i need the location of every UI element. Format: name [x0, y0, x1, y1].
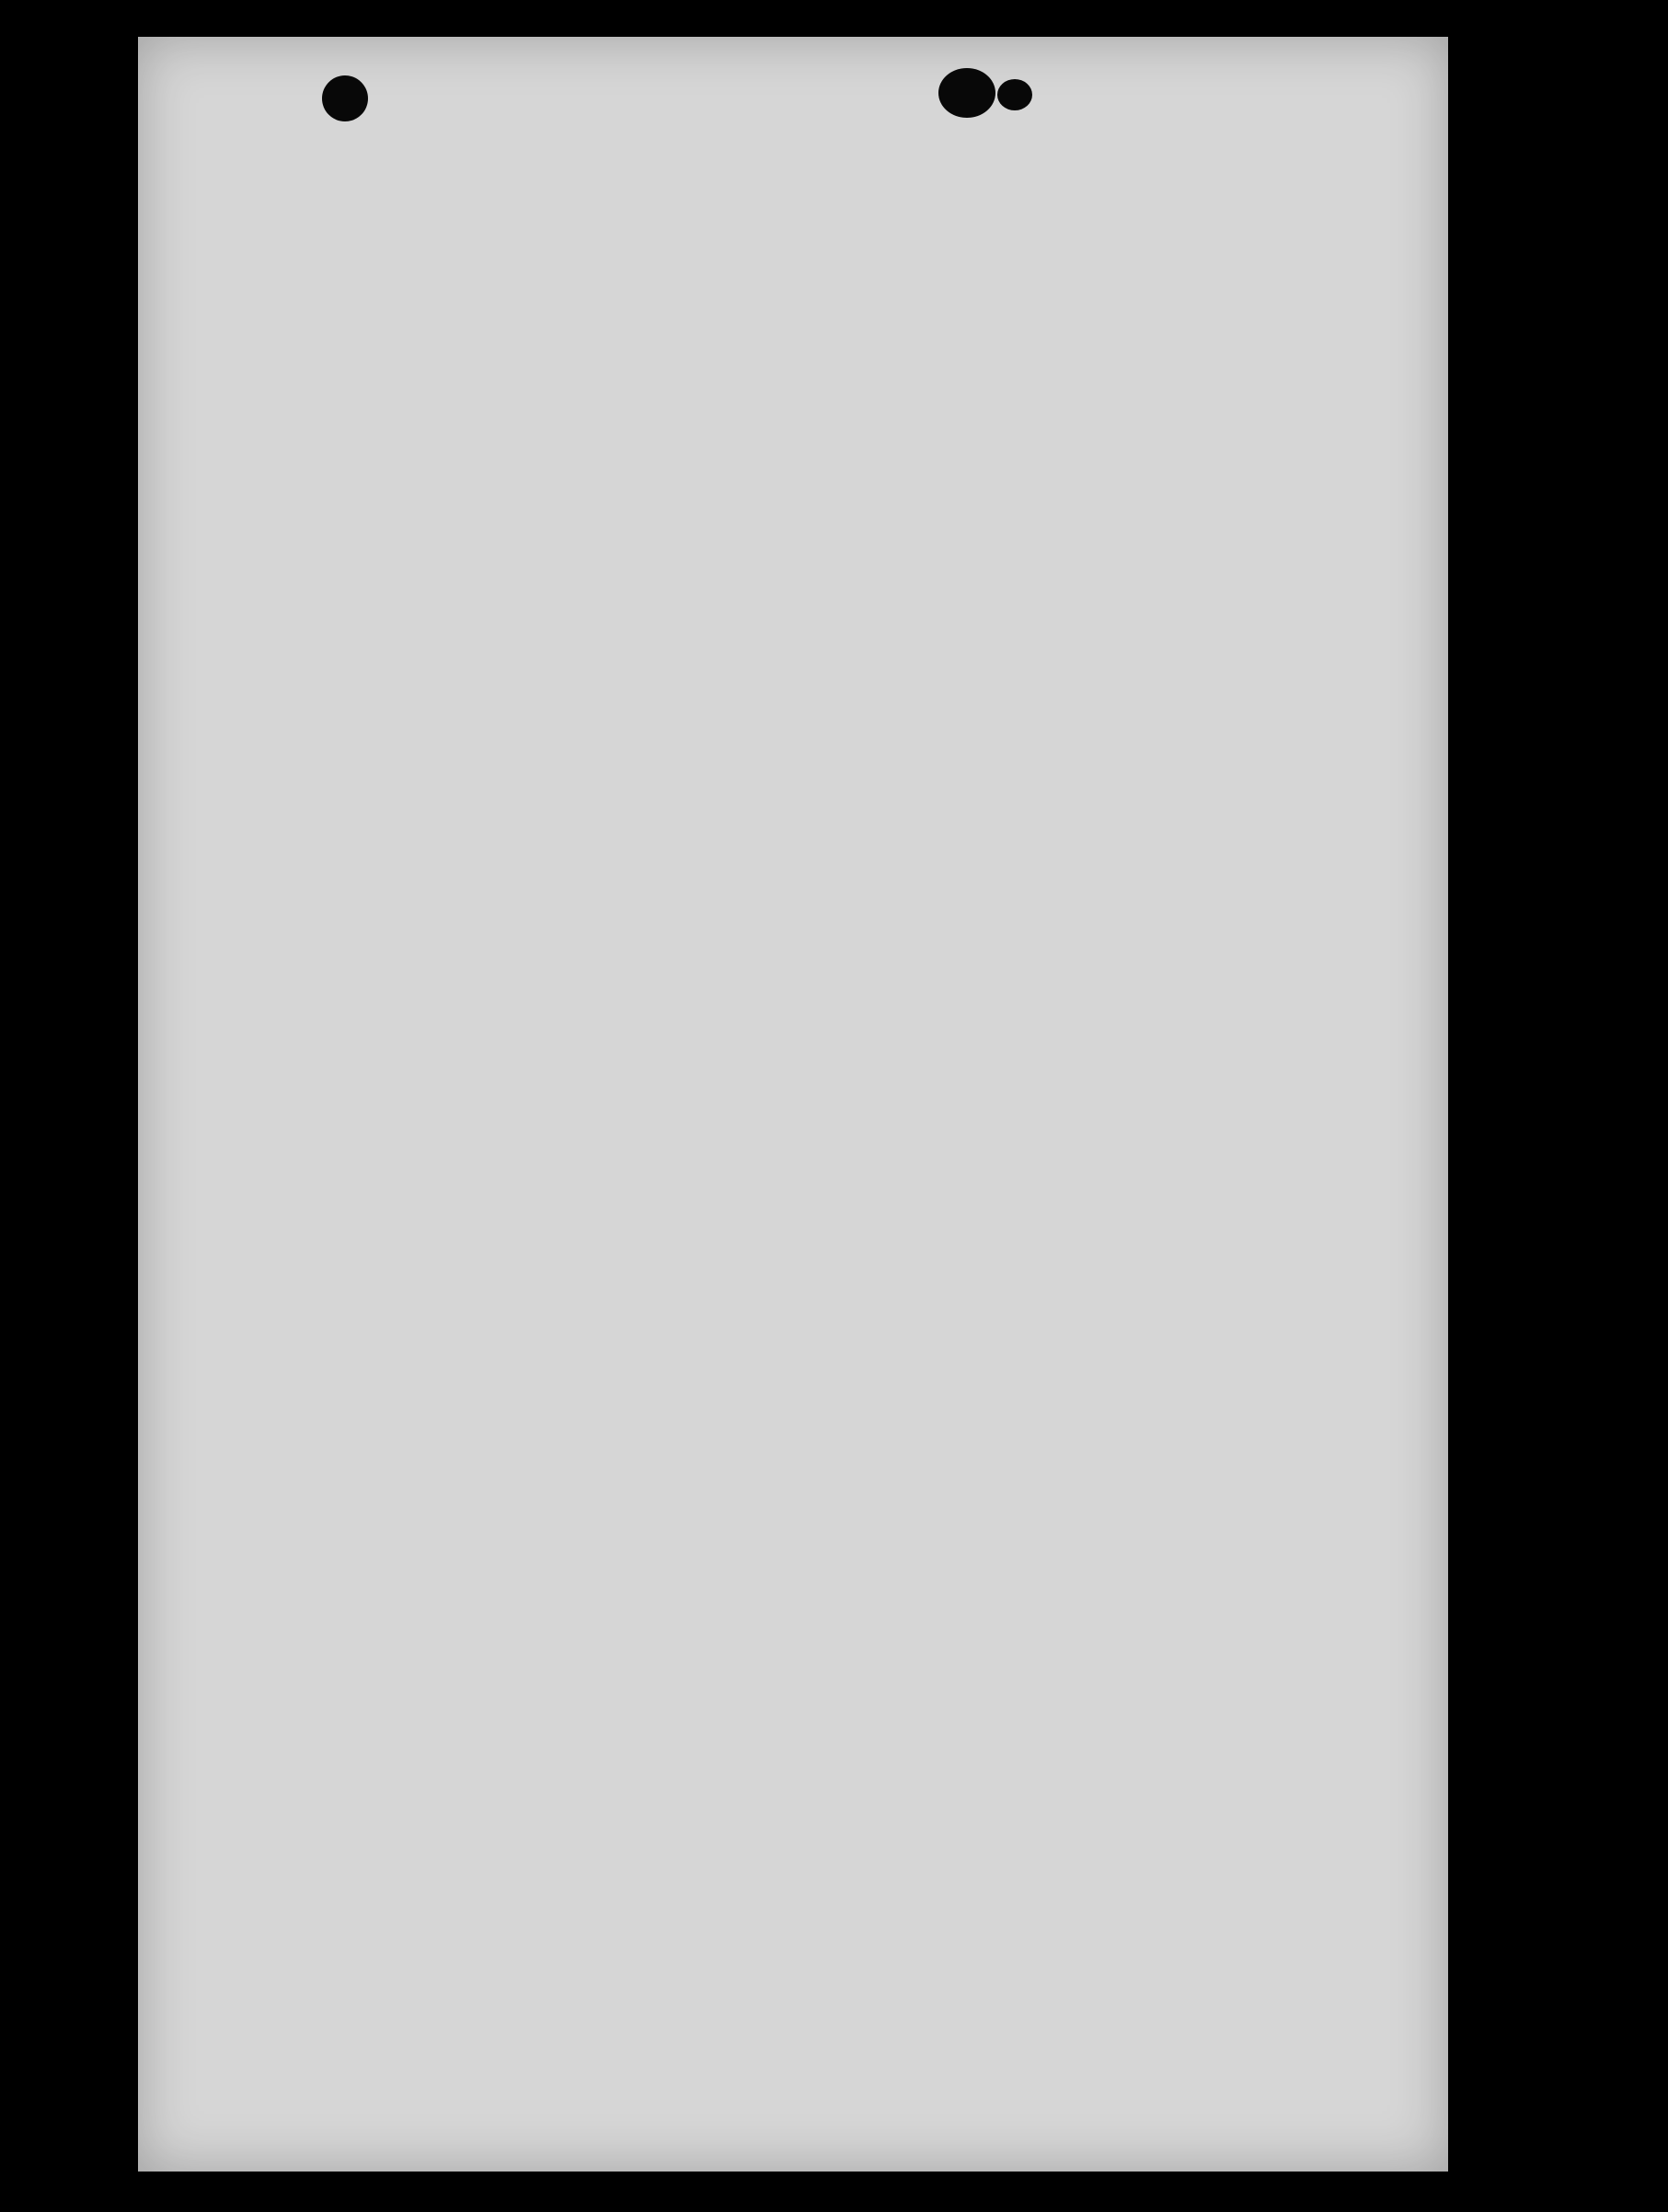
punch-hole — [938, 68, 995, 118]
punch-hole — [997, 79, 1032, 110]
roster-page — [138, 37, 1448, 2172]
punch-hole — [322, 75, 368, 121]
